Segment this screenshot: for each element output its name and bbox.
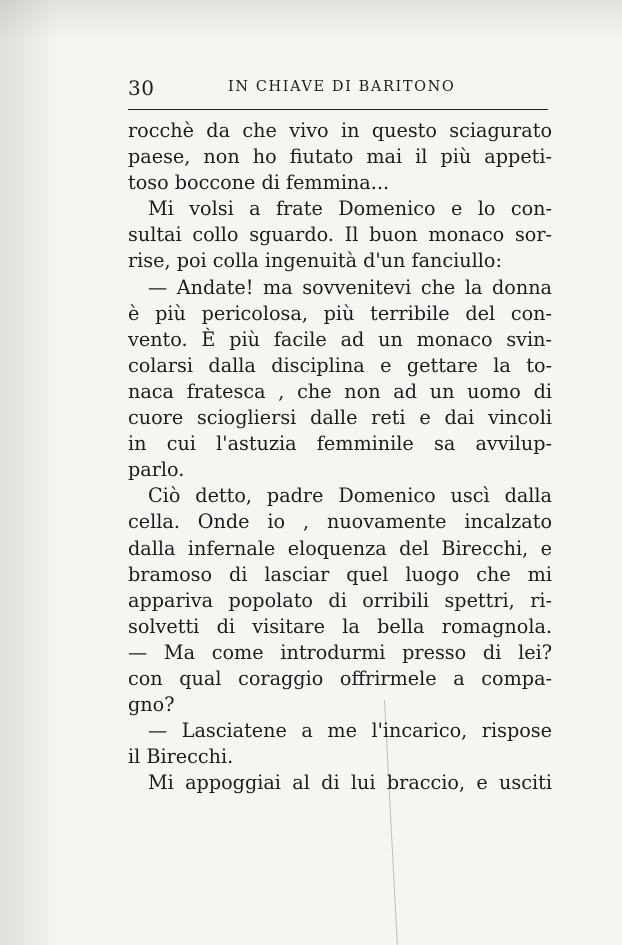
text-line: — Andate! ma sovvenitevi che la donna: [148, 275, 552, 299]
text-line: vento. È più facile ad un monaco svin-: [128, 327, 552, 351]
text-line: parlo.: [128, 458, 185, 482]
text-line: Ciò detto, padre Domenico uscì dalla: [148, 484, 552, 508]
body-text: [128, 118, 552, 796]
text-line: naca fratesca , che non ad un uomo di: [128, 379, 552, 403]
text-line: bramoso di lasciar quel luogo che mi: [128, 562, 552, 586]
running-title: IN CHIAVE DI BARITONO: [228, 79, 456, 95]
text-line: in cui l'astuzia femminile sa avvilup-: [128, 432, 552, 456]
text-line: cuore sciogliersi dalle reti e dai vincoli: [128, 406, 552, 430]
text-line: è più pericolosa, più terribile del con-: [128, 301, 552, 325]
text-line: paese, non ho fiutato mai il più appeti-: [128, 145, 552, 169]
scan-shadow-top: [0, 0, 622, 40]
page-number: 30: [128, 76, 155, 100]
text-line: il Birecchi.: [128, 745, 234, 769]
header-rule: [128, 109, 548, 110]
text-line: — Ma come introdurmi presso di lei?: [128, 640, 552, 664]
text-line: con qual coraggio offrirmele a compa-: [128, 666, 552, 690]
text-line: colarsi dalla disciplina e gettare la to-: [128, 353, 552, 377]
text-line: Mi volsi a frate Domenico e lo con-: [148, 197, 552, 221]
scan-shadow-left: [0, 0, 60, 945]
text-line: rocchè da che vivo in questo sciagurato: [128, 119, 552, 142]
text-line: solvetti di visitare la bella romagnola.: [128, 614, 552, 638]
text-line: Mi appoggiai al di lui braccio, e usciti: [148, 771, 552, 795]
text-line: — Lasciatene a me l'incarico, rispose: [148, 719, 552, 743]
text-line: sultai collo sguardo. Il buon monaco sor-: [128, 223, 552, 247]
page-header: [128, 76, 548, 104]
text-line: appariva popolato di orribili spettri, ri-: [128, 588, 552, 612]
text-line: toso boccone di femmina...: [128, 171, 390, 195]
text-line: rise, poi colla ingenuità d'un fanciullo:: [128, 249, 502, 273]
text-line: gno?: [128, 693, 175, 717]
text-line: cella. Onde io , nuovamente incalzato: [128, 510, 552, 534]
text-line: dalla infernale eloquenza del Birecchi, e: [128, 536, 552, 560]
